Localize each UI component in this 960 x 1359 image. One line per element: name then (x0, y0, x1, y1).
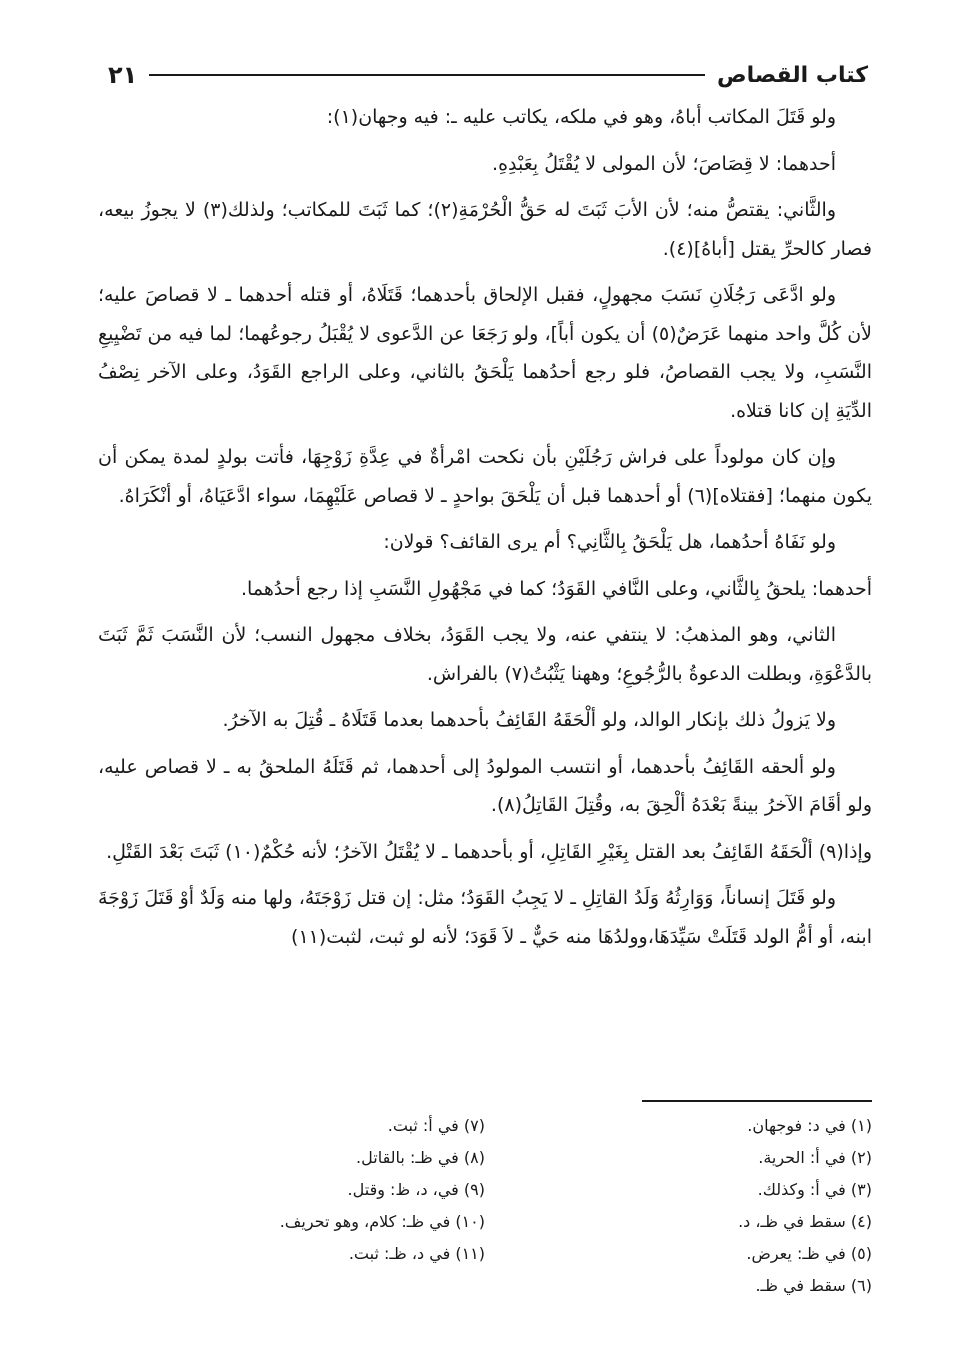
paragraph: ولو ألحقه القَائِفُ بأحدهما، أو انتسب المولودُ إلى أحدهما، ثم قَتَلَهُ الملحقُ به ـ لا قصاص عليه، ولو أقَامَ الآخرُ بينةً بَعْدَهُ ألْحِقَ به، وقُتِلَ القَاتِلُ(٨). (98, 755, 872, 816)
footnote: (٦) سقط في ظـ. (755, 1276, 872, 1295)
footnote: (٧) في أ: ثبت. (387, 1116, 485, 1135)
footnote: (١٠) في ظـ: كلام، وهو تحريف. (279, 1212, 485, 1231)
running-header (108, 58, 868, 92)
footnote: (١) في د: فوجهان. (747, 1116, 872, 1135)
book-title: كتاب القصاص (717, 62, 868, 88)
footnote: (٢) في أ: الحرية. (758, 1148, 872, 1167)
paragraph: وإن كان مولوداً على فراش رَجُلَيْنِ بأن نكحت امْرأةٌ في عِدَّةِ زَوْجِهَا، فأتت بولدٍ لمدة يمكن أن يكون منهما؛ [فقتلاه](٦) أو أحدهما قبل أن يَلْحَقَ بواحدٍ ـ لا قصاص عَلَيْهِمَا، سواء ادَّعَيَاهُ، أو أنْكَرَاهُ. (98, 446, 872, 507)
main-text (98, 98, 872, 964)
paragraph: الثاني، وهو المذهبُ: لا ينتفي عنه، ولا يجب القَوَدُ، بخلاف مجهول النسب؛ لأن النَّسَبَ ثَمَّ ثَبَتَ بالدَّعْوَةِ، وبطلت الدعوةُ بالرُّجُوعِ؛ وههنا يَثْبُتُ(٧) بالفراش. (98, 624, 872, 685)
footnote: (٣) في أ: وكذلك. (757, 1180, 872, 1199)
footnote: (٩) في، د، ظ: وقتل. (347, 1180, 485, 1199)
footnote: (٤) سقط في ظـ، د. (738, 1212, 872, 1231)
paragraph: والثَّاني: يقتصُّ منه؛ لأن الأبَ ثَبَتَ له حَقُّ الْحُرْمَةِ(٢)؛ كما ثَبَتَ للمكاتب؛ ولذلك(٣) لا يجوزُ بيعه، فصار كالحرِّ يقتل [أباهُ](٤). (98, 199, 872, 260)
paragraph: أحدهما: يلحقُ بِالثَّاني، وعلى النَّافي القَوَدُ؛ كما في مَجْهُولِ النَّسَبِ إذا رجع أحدُهما. (241, 577, 872, 600)
footnote: (٥) في ظـ: يعرض. (746, 1244, 872, 1263)
paragraph: ولو ادَّعَى رَجُلَانِ نَسَبَ مجهولٍ، فقبل الإلحاق بأحدهما؛ قَتَلَاهُ، أو قتله أحدهما ـ لا قصاصَ عليه؛ لأن كُلَّ واحد منهما عَرَضٌ(٥) أن يكون أباً]، ولو رَجَعَا عن الدَّعوى لا يُقْبَلُ رجوعُهما؛ لما فيه من تَضْيِيعِ النَّسَبِ، ولا يجب القصاصُ، فلو رجع أحدُهما يَلْحَقُ بالثاني، وعلى الراجع القَوَدُ، وعلى الآخر نِصْفُ الدِّيَةِ إن كانا قتلاه. (98, 284, 872, 422)
footnote: (١١) في د، ظـ: ثبت. (348, 1244, 485, 1263)
paragraph: أحدهما: لا قِصَاصَ؛ لأن المولى لا يُقْتَلُ بِعَبْدِهِ. (492, 152, 836, 175)
footnote-rule (642, 1100, 872, 1102)
paragraph: ولا يَزولُ ذلك بإنكار الوالد، ولو ألْحَقَهُ القَائِفُ بأحدهما بعدما قَتَلَاهُ ـ قُتِلَ به الآخرُ. (222, 709, 836, 731)
header-rule (149, 74, 705, 76)
paragraph: وإذا(٩) ألْحَقَهُ القَائِفُ بعد القتل بِغَيْرِ القَاتِلِ، أو بأحدهما ـ لا يُقْتَلُ الآخرُ؛ لأنه حُكْمٌ(١٠) ثَبَتَ بَعْدَ القَتْلِ. (106, 840, 872, 863)
footnotes-column-left (120, 1110, 485, 1270)
paragraph: ولو نَفَاهُ أحدُهما، هل يَلْحَقُ بِالثَّانِي؟ أم يرى القائف؟ قولان: (383, 531, 836, 553)
footnote: (٨) في ظـ: بالقاتل. (356, 1148, 485, 1167)
footnotes-column-right (460, 1110, 872, 1302)
paragraph: ولو قَتَلَ المكاتب أباهُ، وهو في ملكه، يكاتب عليه ـ: فيه وجهان(١): (326, 106, 836, 128)
page-number: ٢١ (108, 61, 138, 89)
paragraph: ولو قَتَلَ إنساناً، وَوَارِثُهُ وَلَدُ القاتِلِ ـ لا يَجِبُ القَوَدُ؛ مثل: إن قتل زَوْجَتَهُ، ولها منه وَلَدٌ أوْ قَتَلَ زَوْجَةَ ابنه، أو أمُّ الولد قَتَلَتْ سَيِّدَهَا،وولدُهَا منه حَيٌّ ـ لاَ قَوَدَ؛ لأنه لو ثبت، لثبت(١١) (98, 887, 872, 948)
